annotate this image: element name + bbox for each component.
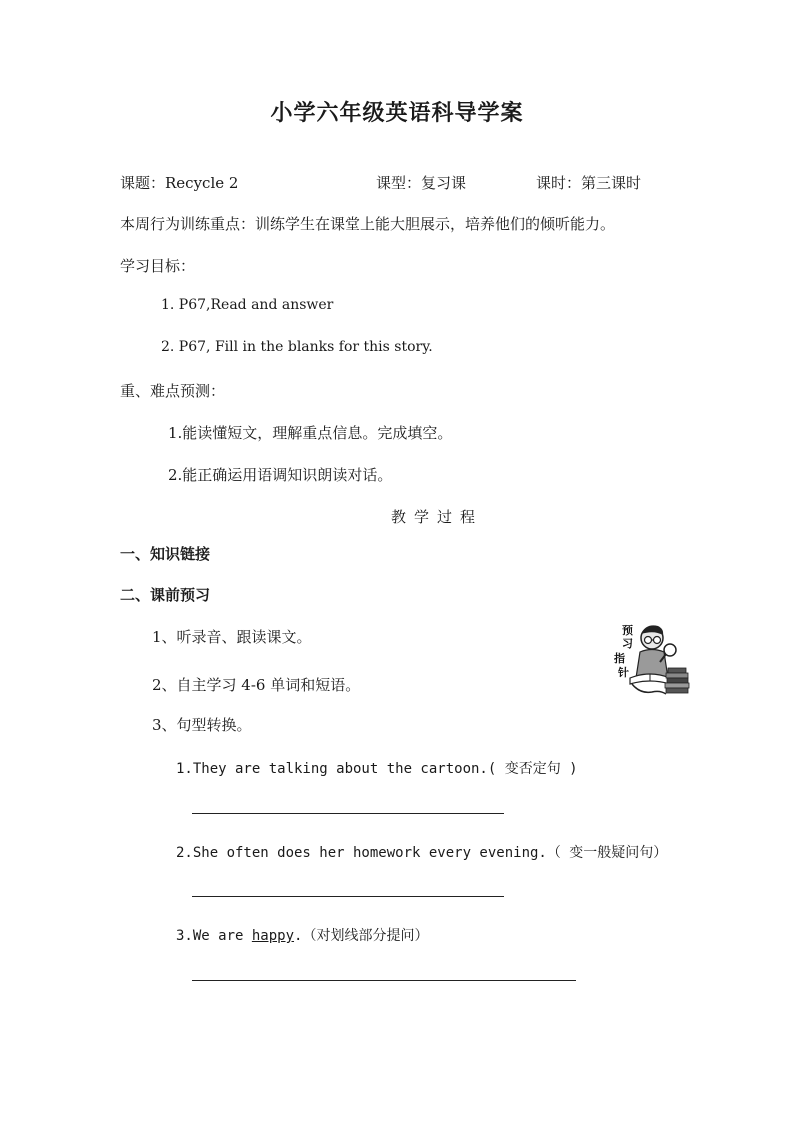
goals-heading: 学习目标： [120, 257, 196, 275]
behavior-focus-line: 本周行为训练重点：训练学生在课堂上能大胆展示，培养他们的倾听能力。 [120, 215, 616, 233]
goal-item-1: 1. P67,Read and answer [161, 297, 334, 313]
section-knowledge-link: 一、知识链接 [120, 545, 211, 563]
exercise-3-underlined-word: happy [251, 928, 295, 944]
preview-guide-logo [610, 620, 692, 700]
exercise-2-answer-line[interactable] [192, 896, 504, 897]
logo-char-5: 针 [618, 666, 629, 679]
exercise-3-prefix: 3.We are [176, 928, 252, 944]
exercise-3-prompt [176, 925, 428, 945]
difficulty-item-2: 2.能正确运用语调知识朗读对话。 [168, 466, 393, 484]
exercise-2-prompt: 2.She often does her homework every evening.（ 变一般疑问句） [176, 845, 668, 861]
logo-char-2: 习 [622, 637, 633, 650]
page-title: 小学六年级英语科导学案 [270, 101, 524, 126]
logo-char-3: 指 [614, 652, 625, 665]
section-preview: 二、课前预习 [120, 586, 211, 604]
task-item-2: 2、自主学习 4-6 单词和短语。 [152, 676, 361, 694]
exercise-3-answer-line[interactable] [192, 980, 576, 981]
goal-item-2: 2. P67, Fill in the blanks for this story. [161, 339, 433, 355]
logo-char-1: 预 [622, 624, 633, 637]
exercise-1-answer-line[interactable] [192, 813, 504, 814]
process-title: 教学过程 [391, 508, 484, 526]
exercise-1-prompt: 1.They are talking about the cartoon.( 变否定句 ) [176, 761, 578, 777]
task-item-3: 3、句型转换。 [152, 716, 252, 734]
topic-label: 课题：Recycle 2 [120, 174, 239, 192]
difficulties-heading: 重、难点预测： [120, 382, 226, 400]
lesson-type-label: 课型：复习课 [376, 174, 467, 192]
exercise-3-suffix: .（对划线部分提问） [294, 928, 429, 944]
lesson-period-label: 课时：第三课时 [536, 174, 642, 192]
difficulty-item-1: 1.能读懂短文，理解重点信息。完成填空。 [168, 424, 453, 442]
task-item-1: 1、听录音、跟读课文。 [152, 628, 312, 646]
